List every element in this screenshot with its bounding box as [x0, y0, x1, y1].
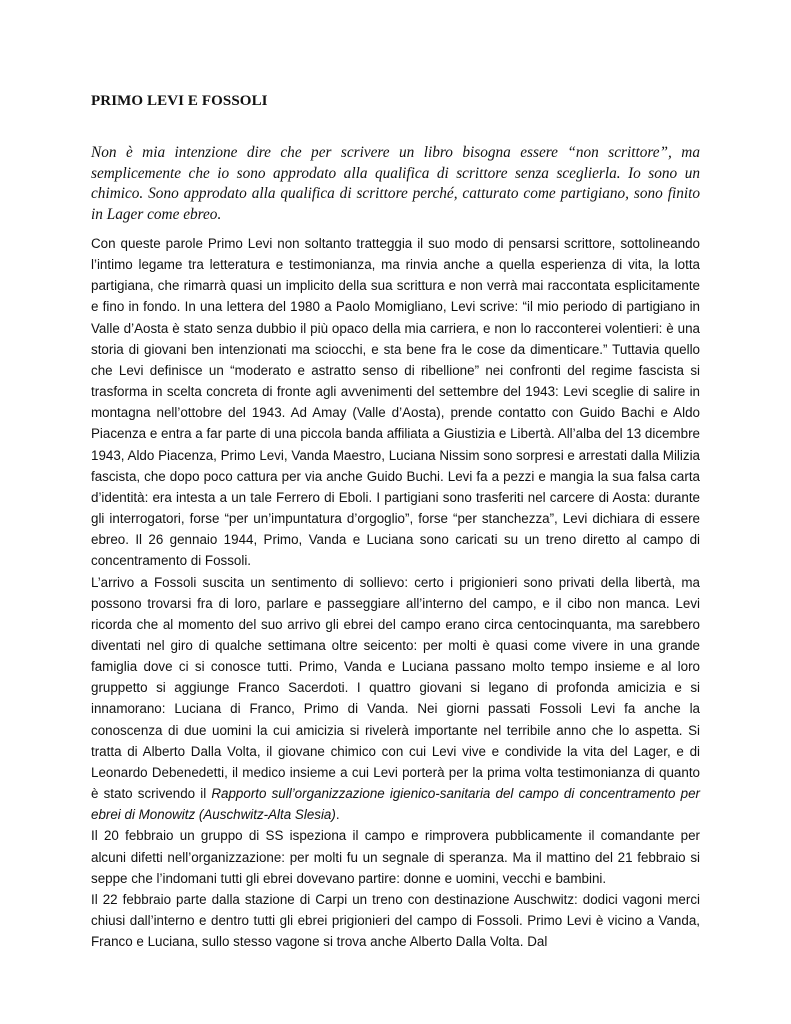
report-title: Rapporto sull’organizzazione igienico-sanitaria del campo di concentramento per ebrei di Monowitz (Auschwitz-Alta Slesia) [91, 786, 700, 823]
document-title: PRIMO LEVI E FOSSOLI [91, 93, 268, 109]
document-body [91, 233, 700, 952]
report-title-end: . [335, 807, 340, 823]
epigraph-quote: Non è mia intenzione dire che per scrivere un libro bisogna essere “non scrittore”, ma semplicemente che io sono approdato alla qualifica di scrittore senza sceglierla. Io sono un chimico. Sono approdato alla qualifica di scrittore perché, catturato come partigiano, sono finito in Lager come ebreo. [91, 144, 700, 223]
body-paragraph: Il 20 febbraio un gruppo di SS ispeziona il campo e rimprovera pubblicamente il comandante per alcuni difetti nell’organizzazione: per molti fu un segnale di speranza. Ma il mattino del 21 febbraio si seppe che l’indomani tutti gli ebrei dovevano partire: donne e uomini, vecchi e bambini. [91, 828, 700, 886]
body-paragraph-text: L’arrivo a Fossoli suscita un sentimento di sollievo: certo i prigionieri sono privati della libertà, ma possono trovarsi fra di loro, parlare e passeggiare all’interno del campo, e il cibo non manca. Levi ricorda che al momento del suo arrivo gli ebrei del campo erano circa centocinquanta, ma sarebbero diventati nel giro di qualche settimana oltre seicento: per molti è quasi come vivere in una grande famiglia dove ci si conosce tutti. Primo, Vanda e Luciana passano molto tempo insieme e al loro gruppetto si aggiunge Franco Sacerdoti. I quattro giovani si legano di profonda amicizia e si innamorano: Luciana di Franco, Primo di Vanda. Nei giorni passati Fossoli Levi fa anche la conoscenza di due uomini la cui amicizia si rivelerà importante nel terribile anno che lo aspetta. Si tratta di Alberto Dalla Volta, il giovane chimico con cui Levi vive e condivide la vita del Lager, e di Leonardo Debenedetti, il medico insieme a cui Levi porterà per la prima volta testimonianza di quanto è stato scrivendo il [91, 574, 700, 802]
body-paragraph: Il 22 febbraio parte dalla stazione di Carpi un treno con destinazione Auschwitz: dodici vagoni merci chiusi dall’interno e dentro tutti gli ebrei prigionieri del campo di Fossoli. Primo Levi è vicino a Vanda, Franco e Luciana, sullo stesso vagone si trova anche Alberto Dalla Volta. Dal [91, 891, 700, 950]
body-paragraph: Con queste parole Primo Levi non soltanto tratteggia il suo modo di pensarsi scrittore, sottolineando l’intimo legame tra letteratura e testimonianza, ma rinvia anche a quella esperienza di vita, la lotta partigiana, che rimarrà quasi un implicito della sua scrittura e non verrà mai raccontata esplicitamente e fino in fondo. In una lettera del 1980 a Paolo Momigliano, Levi scrive: “il mio periodo di partigiano in Valle d’Aosta è stato senza dubbio il più opaco della mia carriera, e non lo racconterei volentieri: è una storia di giovani ben intenzionati ma sciocchi, e sta bene fra le cose da dimenticare.” Tuttavia quello che Levi definisce un “moderato e astratto senso di ribellione” nei confronti del regime fascista si trasforma in scelta concreta di fronte agli avvenimenti del settembre del 1943: Levi sceglie di salire in montagna nell’ottobre del 1943. Ad Amay (Valle d’Aosta), prende contatto con Guido Bachi e Aldo Piacenza e entra a far parte di una piccola banda affiliata a Giustizia e Libertà. All’alba del 13 dicembre 1943, Aldo Piacenza, Primo Levi, Vanda Maestro, Luciana Nissim sono sorpresi e arrestati dalla Milizia fascista, che dopo poco cattura per via anche Guido Buchi. Levi fa a pezzi e mangia la sua falsa carta d’identità: era intesta a un tale Ferrero di Eboli. I partigiani sono trasferiti nel carcere di Aosta: durante gli interrogatori, forse “per un’impuntatura d’orgoglio”, forse “per stanchezza”, Levi dichiara di essere ebreo. Il 26 gennaio 1944, Primo, Vanda e Luciana sono caricati su un treno diretto al campo di concentramento di Fossoli. [91, 236, 700, 569]
body-paragraph [91, 572, 700, 826]
